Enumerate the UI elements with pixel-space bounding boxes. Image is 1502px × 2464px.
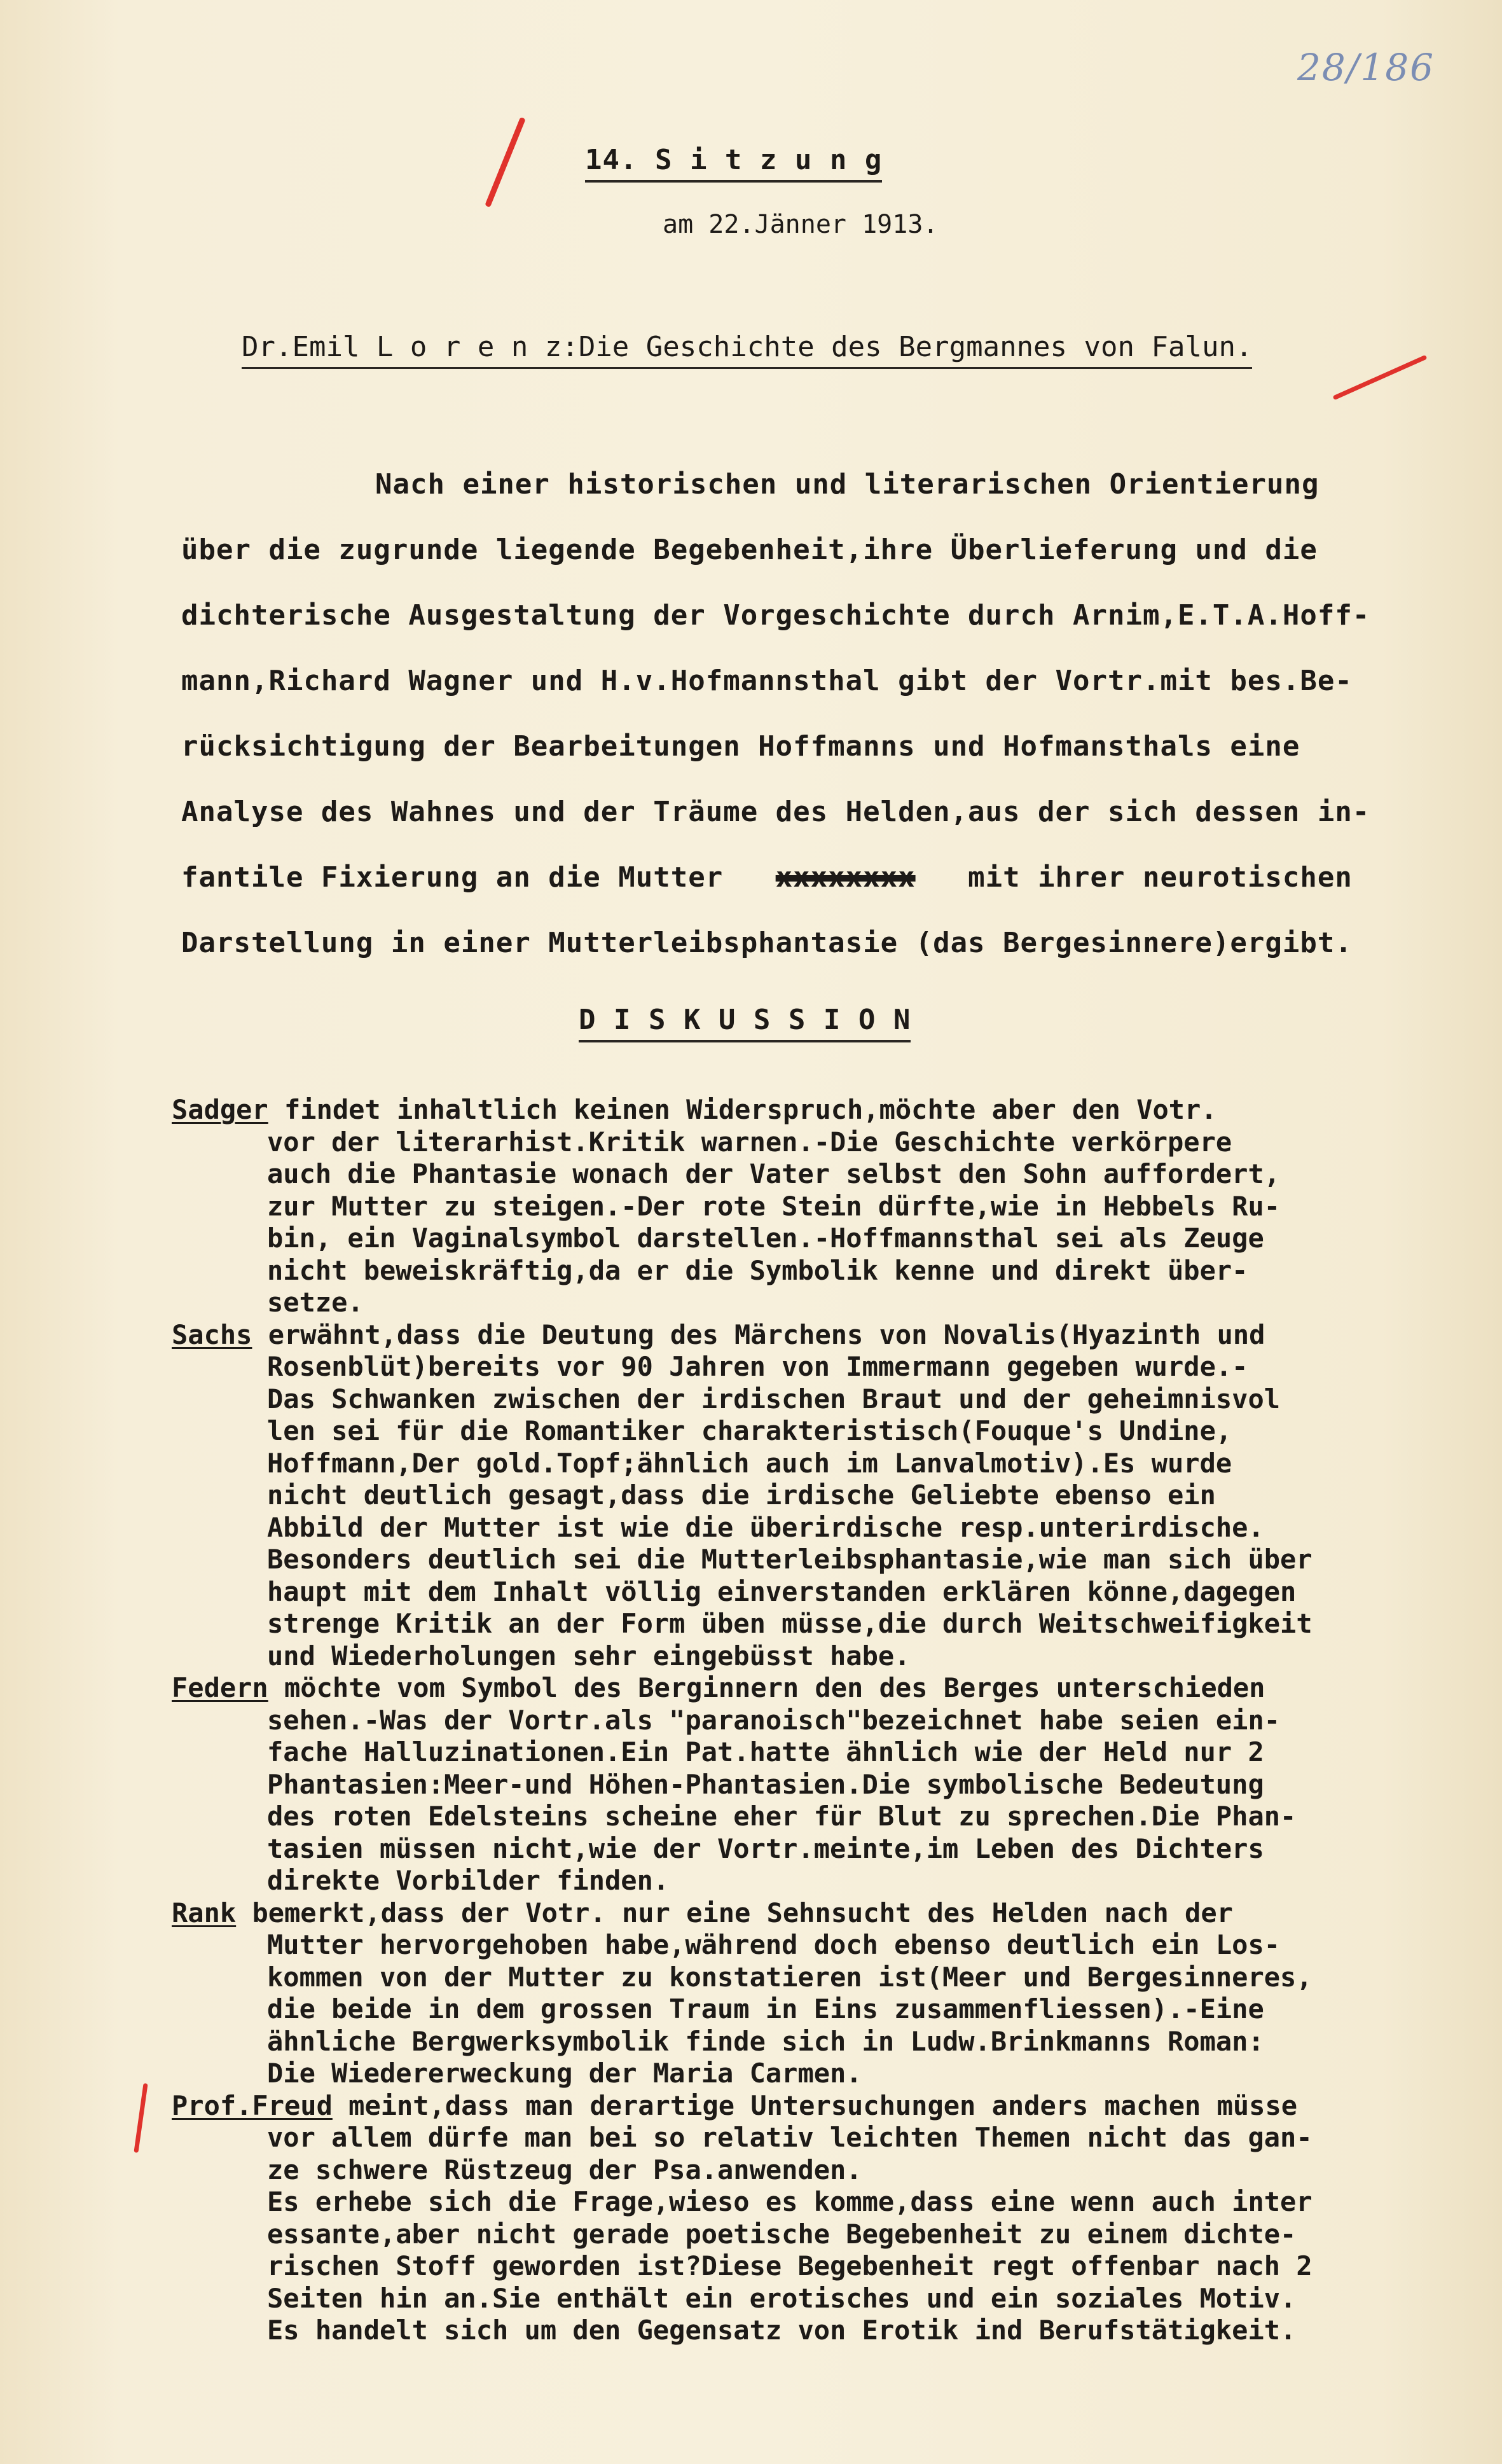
entry-first-line xyxy=(172,1319,1494,1352)
discussion-entry xyxy=(172,2090,1494,2347)
abstract-line xyxy=(181,845,1453,910)
entry-first-line xyxy=(172,1672,1494,1705)
entry-continuation-line: strenge Kritik an der Form üben müsse,die durch Weitschweifigkeit xyxy=(267,1608,1313,1639)
struck-out-word: xxxxxxxx xyxy=(775,861,916,894)
session-title: 14. S i t z u n g xyxy=(585,144,882,183)
entry-continuation-line: vor der literarhist.Kritik warnen.-Die Geschichte verkörpere xyxy=(267,1126,1232,1158)
abstract-line: dichterische Ausgestaltung der Vorgeschichte durch Arnim,E.T.A.Hoff- xyxy=(181,599,1370,632)
entry-continuation-line: zur Mutter zu steigen.-Der rote Stein dürfte,wie in Hebbels Ru- xyxy=(267,1190,1281,1222)
entry-continuation-line: Die Wiedererweckung der Maria Carmen. xyxy=(267,2058,862,2089)
discussion-entry xyxy=(172,1319,1494,1673)
speaker-name: Sadger xyxy=(172,1094,268,1125)
entry-continuation-line: sehen.-Was der Vortr.als "paranoisch"bezeichnet habe seien ein- xyxy=(267,1704,1281,1736)
discussion-heading: D I S K U S S I O N xyxy=(579,1004,911,1042)
abstract-line: Darstellung in einer Mutterleibsphantasie (das Bergesinnere)ergibt. xyxy=(181,927,1353,959)
discussion-entry xyxy=(172,1897,1494,2090)
entry-continuation-line: nicht beweiskräftig,da er die Symbolik kenne und direkt über- xyxy=(267,1254,1248,1286)
lecture-heading xyxy=(242,331,1252,369)
entry-text: bemerkt,dass der Votr. nur eine Sehnsucht des Helden nach der xyxy=(236,1897,1233,1928)
entry-continuation-line: fache Halluzinationen.Ein Pat.hatte ähnlich wie der Held nur 2 xyxy=(267,1736,1264,1768)
abstract-line: Nach einer historischen und literarischen Orientierung xyxy=(375,468,1319,501)
entry-continuation-line: rischen Stoff geworden ist?Diese Begebenheit regt offenbar nach 2 xyxy=(267,2250,1313,2281)
entry-text: möchte vom Symbol des Berginnern den des Berges unterschieden xyxy=(268,1672,1265,1703)
entry-continuation-line: bin, ein Vaginalsymbol darstellen.-Hoffmannsthal sei als Zeuge xyxy=(267,1222,1264,1254)
entry-continuation-line: tasien müssen nicht,wie der Vortr.meinte,im Leben des Dichters xyxy=(267,1832,1264,1864)
discussion-entry xyxy=(172,1672,1494,1897)
entry-continuation-line: haupt mit dem Inhalt völlig einverstanden erklären könne,dagegen xyxy=(267,1575,1297,1607)
abstract-line: mann,Richard Wagner und H.v.Hofmannsthal gibt der Vortr.mit bes.Be- xyxy=(181,665,1353,697)
entry-continuation-line: Es handelt sich um den Gegensatz von Erotik ind Berufstätigkeit. xyxy=(267,2315,1297,2346)
speaker-name: Sachs xyxy=(172,1319,252,1350)
abstract-line-text: mit ihrer neurotischen xyxy=(968,861,1353,894)
entry-continuation-line: Seiten hin an.Sie enthält ein erotisches und ein soziales Motiv. xyxy=(267,2282,1297,2314)
entry-continuation-line: nicht deutlich gesagt,dass die irdische Geliebte ebenso ein xyxy=(267,1479,1216,1511)
entry-first-line xyxy=(172,1897,1494,1930)
abstract-line: über die zugrunde liegende Begebenheit,ihre Überlieferung und die xyxy=(181,534,1318,566)
entry-continuation-line: Besonders deutlich sei die Mutterleibsphantasie,wie man sich über xyxy=(267,1544,1313,1575)
abstract-line: rücksichtigung der Bearbeitungen Hoffmanns und Hofmansthals eine xyxy=(181,730,1300,763)
entry-text: erwähnt,dass die Deutung des Märchens von Novalis(Hyazinth und xyxy=(252,1319,1265,1350)
discussion-entry xyxy=(172,1094,1494,1319)
lecture-topic: :Die Geschichte des Bergmannes von Falun. xyxy=(562,331,1253,363)
entry-first-line xyxy=(172,2090,1494,2122)
abstract-line: Analyse des Wahnes und der Träume des Helden,aus der sich dessen in- xyxy=(181,796,1370,828)
entry-continuation-line: essante,aber nicht gerade poetische Begebenheit zu einem dichte- xyxy=(267,2218,1297,2250)
entry-continuation-line: vor allem dürfe man bei so relativ leichten Themen nicht das gan- xyxy=(267,2122,1313,2153)
entry-continuation-line: ähnliche Bergwerksymbolik finde sich in Ludw.Brinkmanns Roman: xyxy=(267,2025,1264,2057)
entry-continuation-line: des roten Edelsteins scheine eher für Blut zu sprechen.Die Phan- xyxy=(267,1801,1297,1832)
entry-continuation-line: Phantasien:Meer-und Höhen-Phantasien.Die symbolische Bedeutung xyxy=(267,1768,1264,1800)
entry-continuation-line: Hoffmann,Der gold.Topf;ähnlich auch im Lanvalmotiv).Es wurde xyxy=(267,1447,1232,1479)
entry-first-line xyxy=(172,1094,1494,1126)
abstract-line-text: fantile Fixierung an die Mutter xyxy=(181,861,724,894)
entry-continuation-line: Das Schwanken zwischen der irdischen Braut und der geheimnisvol xyxy=(267,1383,1281,1415)
entry-continuation-line: ze schwere Rüstzeug der Psa.anwenden. xyxy=(267,2154,862,2185)
folio-number: 28/186 xyxy=(1297,46,1435,89)
entry-continuation-line: Es erhebe sich die Frage,wieso es komme,dass eine wenn auch inter xyxy=(267,2186,1313,2217)
entry-continuation-line: auch die Phantasie wonach der Vater selbst den Sohn auffordert, xyxy=(267,1158,1281,1189)
entry-continuation-line: Abbild der Mutter ist wie die überirdische resp.unterirdische. xyxy=(267,1511,1264,1543)
entry-text: meint,dass man derartige Untersuchungen anders machen müsse xyxy=(332,2089,1298,2121)
lecture-abstract xyxy=(181,452,1453,976)
entry-continuation-line: len sei für die Romantiker charakteristisch(Fouque's Undine, xyxy=(267,1415,1232,1446)
lecture-speaker: Dr.Emil L o r e n z xyxy=(242,331,562,363)
speaker-name: Rank xyxy=(172,1897,237,1928)
entry-continuation-line: und Wiederholungen sehr eingebüsst habe. xyxy=(267,1640,911,1672)
entry-continuation-line: direkte Vorbilder finden. xyxy=(267,1865,670,1896)
entry-continuation-line: setze. xyxy=(267,1287,364,1318)
speaker-name: Federn xyxy=(172,1672,268,1703)
discussion-body xyxy=(172,1094,1494,2347)
entry-continuation-line: die beide in dem grossen Traum in Eins zusammenfliessen).-Eine xyxy=(267,1993,1264,2024)
entry-continuation-line: Rosenblüt)bereits vor 90 Jahren von Immermann gegeben wurde.- xyxy=(267,1351,1248,1382)
entry-continuation-line: Mutter hervorgehoben habe,während doch ebenso deutlich ein Los- xyxy=(267,1929,1281,1960)
speaker-name: Prof.Freud xyxy=(172,2089,333,2121)
entry-continuation-line: kommen von der Mutter zu konstatieren ist(Meer und Bergesinneres, xyxy=(267,1961,1313,1993)
entry-text: findet inhaltlich keinen Widerspruch,möchte aber den Votr. xyxy=(268,1094,1217,1125)
session-date: am 22.Jänner 1913. xyxy=(663,210,939,239)
